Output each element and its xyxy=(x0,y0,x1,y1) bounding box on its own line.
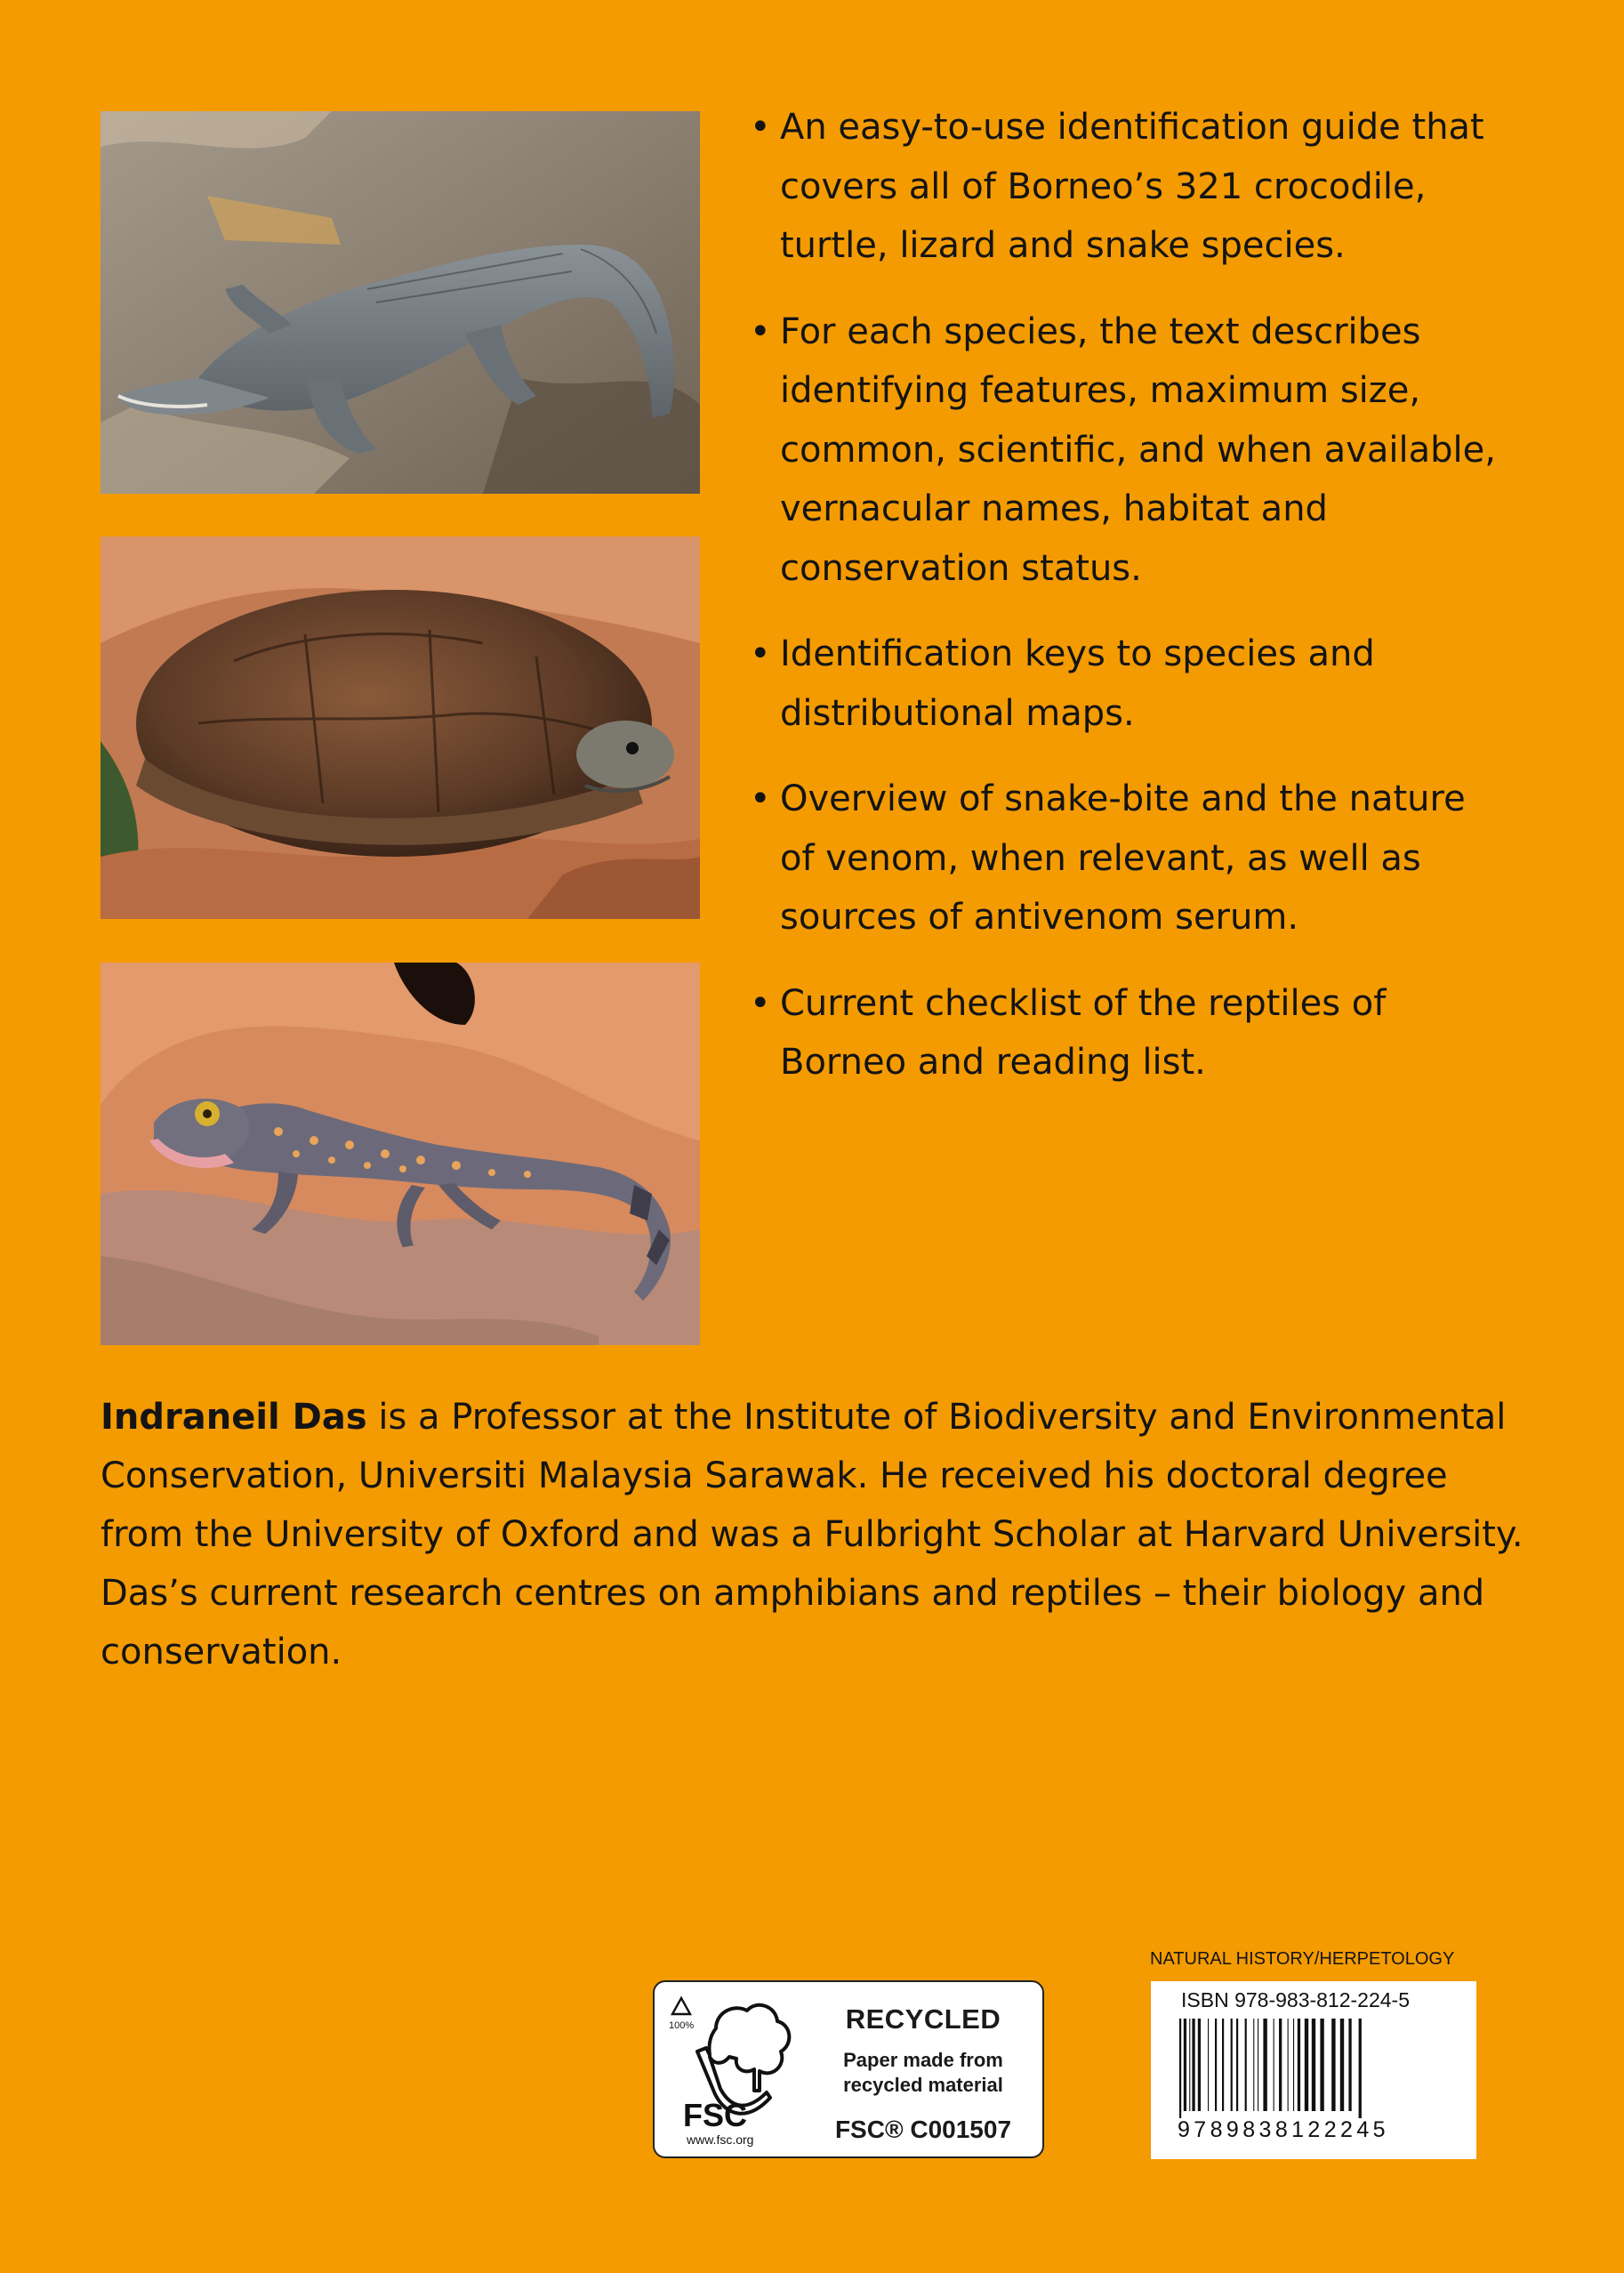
book-category: NATURAL HISTORY/HERPETOLOGY xyxy=(1150,1949,1455,1969)
fsc-description-line: recycled material xyxy=(843,2074,1003,2096)
barcode-bar xyxy=(1231,2019,1233,2111)
fsc-website: www.fsc.org xyxy=(687,2132,754,2147)
feature-item: • Overview of snake-bite and the nature of venom, when relevant, as well as sources of antivenom serum. xyxy=(750,770,1497,947)
feature-item: • An easy-to-use identification guide that covers all of Borneo’s 321 crocodile, turtle, lizard and snake species. xyxy=(750,98,1497,276)
barcode-bar xyxy=(1245,2019,1247,2111)
barcode-bar xyxy=(1198,2019,1201,2111)
feature-item: • For each species, the text describes identifying features, maximum size, common, scientific, and when available, vernacular names, habitat and conservation status. xyxy=(750,302,1497,599)
isbn-number: ISBN 978-983-812-224-5 xyxy=(1181,1988,1410,2011)
isbn-barcode-box xyxy=(1151,1981,1476,2159)
barcode-bar xyxy=(1331,2019,1335,2111)
gecko-photo xyxy=(100,963,700,1345)
barcode-bar xyxy=(1298,2019,1300,2111)
barcode-bar xyxy=(1293,2019,1294,2111)
fsc-description xyxy=(811,2048,1035,2098)
author-bio xyxy=(100,1388,1524,1681)
feature-item: • Current checklist of the reptiles of Borneo and reading list. xyxy=(750,974,1497,1092)
barcode-digits: 9789838122245 xyxy=(1178,2117,1389,2142)
barcode-bar xyxy=(1279,2019,1282,2111)
barcode-bar xyxy=(1305,2019,1308,2111)
barcode-bar xyxy=(1236,2019,1238,2111)
author-name: Indraneil Das xyxy=(100,1397,367,1438)
barcode-bar xyxy=(1312,2019,1315,2111)
turtle-photo xyxy=(100,536,700,919)
fsc-tree-logo-icon xyxy=(667,1993,800,2149)
fsc-description-line: Paper made from xyxy=(843,2049,1003,2071)
barcode-bar xyxy=(1192,2019,1194,2111)
barcode-bar xyxy=(1215,2019,1217,2111)
barcode-bar xyxy=(1189,2019,1190,2111)
fsc-brand: FSC xyxy=(683,2097,747,2133)
crocodile-photo xyxy=(100,111,700,494)
barcode-bar xyxy=(1288,2019,1289,2111)
feature-list xyxy=(750,98,1497,1119)
fsc-code: FSC® C001507 xyxy=(834,2116,1012,2143)
barcode-bar xyxy=(1253,2019,1254,2111)
barcode-bar xyxy=(1184,2019,1186,2111)
author-bio-text: is a Professor at the Institute of Biodiversity and Environmental Conservation, Universiti Malaysia Sarawak. He received his doctoral degree from the University of Oxford and was a Fulbright Scholar at Harvard University. Das’s current research centres on amphibians and reptiles – their biology and conservation. xyxy=(100,1397,1524,1673)
barcode-bar xyxy=(1359,2019,1362,2118)
barcode-bar xyxy=(1348,2019,1351,2111)
barcode-bar xyxy=(1208,2019,1209,2111)
feature-item: • Identification keys to species and distributional maps. xyxy=(750,625,1497,743)
barcode-bar xyxy=(1263,2019,1266,2111)
barcode-bar xyxy=(1320,2019,1323,2111)
fsc-title: RECYCLED xyxy=(845,2003,1001,2035)
fsc-label xyxy=(653,1980,1044,2158)
barcode-bar xyxy=(1340,2019,1344,2111)
fsc-recycle-percent: 100% xyxy=(669,2020,695,2031)
barcode-icon xyxy=(1178,2019,1462,2118)
barcode-bar xyxy=(1179,2019,1181,2118)
barcode-bar xyxy=(1222,2019,1224,2111)
